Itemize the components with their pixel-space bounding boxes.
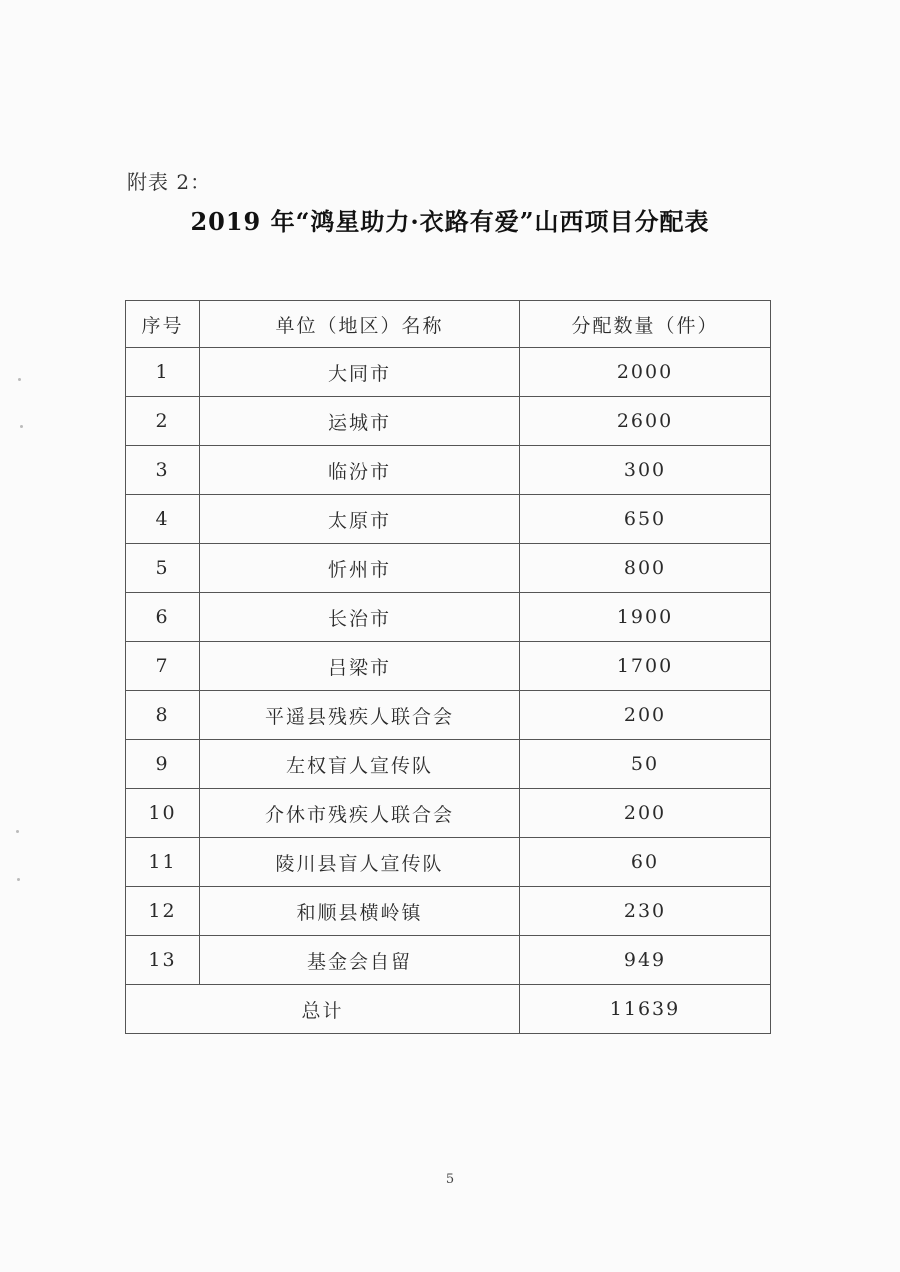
table-row [126, 936, 771, 985]
row-quantity: 2000 [520, 348, 771, 397]
row-index: 8 [126, 691, 200, 740]
table-row [126, 544, 771, 593]
row-index: 7 [126, 642, 200, 691]
scan-speck [18, 378, 21, 381]
total-label: 总计 [126, 985, 520, 1034]
page-number: 5 [445, 1172, 455, 1187]
scan-speck [17, 878, 20, 881]
header-quantity: 分配数量（件） [520, 301, 771, 348]
row-unit-name: 吕梁市 [200, 642, 520, 691]
row-unit-name: 陵川县盲人宣传队 [200, 838, 520, 887]
row-unit-name: 基金会自留 [200, 936, 520, 985]
row-index: 13 [126, 936, 200, 985]
table-row [126, 789, 771, 838]
row-quantity: 50 [520, 740, 771, 789]
row-index: 2 [126, 397, 200, 446]
row-quantity: 1900 [520, 593, 771, 642]
table-row [126, 348, 771, 397]
row-quantity: 300 [520, 446, 771, 495]
row-unit-name: 大同市 [200, 348, 520, 397]
total-value: 11639 [520, 985, 771, 1034]
row-unit-name: 介休市残疾人联合会 [200, 789, 520, 838]
row-index: 9 [126, 740, 200, 789]
page-title: 2019 年“鸿星助力·衣路有爱”山西项目分配表 [190, 207, 710, 236]
row-quantity: 1700 [520, 642, 771, 691]
table-row [126, 397, 771, 446]
scan-speck [16, 830, 19, 833]
row-unit-name: 太原市 [200, 495, 520, 544]
header-unit-name: 单位（地区）名称 [200, 301, 520, 348]
row-index: 11 [126, 838, 200, 887]
row-index: 1 [126, 348, 200, 397]
row-index: 3 [126, 446, 200, 495]
table-row [126, 446, 771, 495]
row-index: 12 [126, 887, 200, 936]
table-row [126, 691, 771, 740]
scan-speck [20, 425, 23, 428]
row-unit-name: 临汾市 [200, 446, 520, 495]
table-row [126, 593, 771, 642]
row-index: 10 [126, 789, 200, 838]
table-header-row [126, 301, 771, 348]
row-quantity: 800 [520, 544, 771, 593]
row-unit-name: 忻州市 [200, 544, 520, 593]
total-row [126, 985, 771, 1034]
row-unit-name: 长治市 [200, 593, 520, 642]
row-quantity: 230 [520, 887, 771, 936]
table-row [126, 495, 771, 544]
row-index: 6 [126, 593, 200, 642]
row-unit-name: 和顺县横岭镇 [200, 887, 520, 936]
row-quantity: 60 [520, 838, 771, 887]
row-quantity: 949 [520, 936, 771, 985]
row-unit-name: 平遥县残疾人联合会 [200, 691, 520, 740]
table-row [126, 642, 771, 691]
row-quantity: 650 [520, 495, 771, 544]
row-quantity: 200 [520, 789, 771, 838]
appendix-label: 附表 2： [127, 170, 212, 194]
header-index: 序号 [126, 301, 200, 348]
table-row [126, 838, 771, 887]
row-quantity: 2600 [520, 397, 771, 446]
row-index: 4 [126, 495, 200, 544]
row-quantity: 200 [520, 691, 771, 740]
table-row [126, 887, 771, 936]
row-unit-name: 左权盲人宣传队 [200, 740, 520, 789]
row-unit-name: 运城市 [200, 397, 520, 446]
table-row [126, 740, 771, 789]
allocation-table [125, 300, 771, 1034]
row-index: 5 [126, 544, 200, 593]
